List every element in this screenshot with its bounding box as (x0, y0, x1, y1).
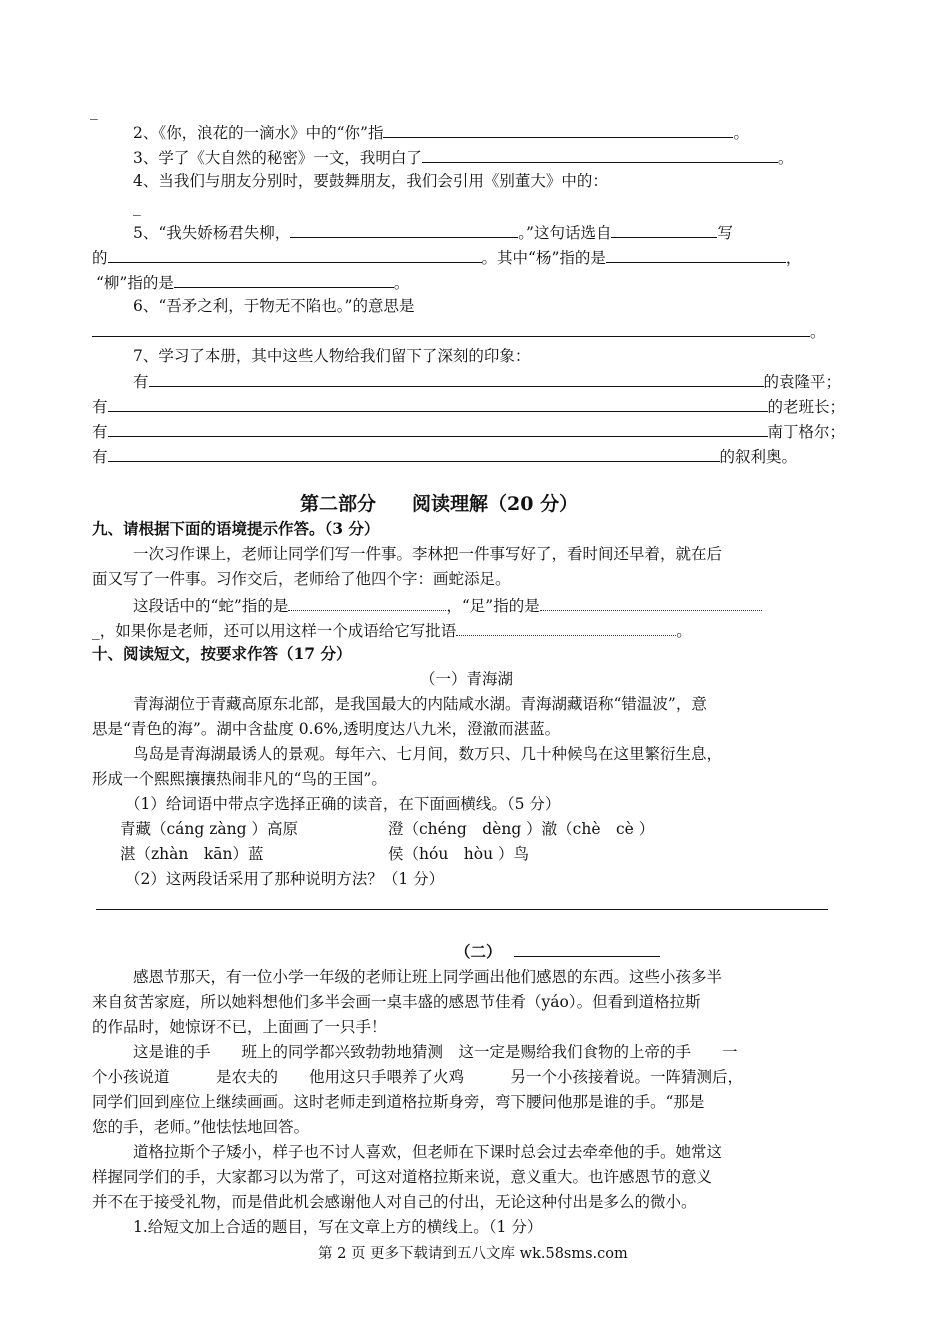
section-9-para: 面又写了一件事。习作交后，老师给了他四个字：画蛇添足。 (92, 570, 511, 588)
passage-2-text: 感恩节那天，有一位小学一年级的老师让班上同学画出他们感恩的东西。这些小孩多半 (133, 968, 723, 986)
answer-line[interactable] (290, 221, 518, 238)
title-answer-line[interactable] (514, 940, 660, 957)
passage-1-text: 思是“青色的海”。湖中含盐度 0.6%,透明度达八九米，澄澈而湛蓝。 (92, 720, 561, 738)
passage-2-text: 同学们回到座位上继续画画。这时老师走到道格拉斯身旁，弯下腰问他那是谁的手。“那是 (92, 1093, 705, 1111)
answer-line[interactable] (383, 121, 733, 138)
question-7-row-4: 有 的叙利奥。 (92, 445, 797, 468)
section-9-heading: 九、请根据下面的语境提示作答。（3 分） (92, 519, 380, 538)
answer-line[interactable] (456, 619, 676, 636)
part-2-title: 第二部分 阅读理解（20 分） (300, 493, 579, 515)
passage-2-text: 您的手，老师。”他怯怯地回答。 (92, 1118, 310, 1136)
question-6: 6、“吾矛之利，于物无不陷也。”的意思是 (133, 297, 415, 315)
answer-line[interactable] (92, 320, 810, 337)
answer-line[interactable] (174, 271, 394, 288)
passage-2-text: 个小孩说道 是农夫的 他用这只手喂养了火鸡 另一个小孩接着说。一阵猜测后， (92, 1068, 744, 1086)
passage-2-question-1: 1.给短文加上合适的题目，写在文章上方的横线上。（1 分） (133, 1218, 543, 1236)
passage-1-text: 青海湖位于青藏高原东北部，是我国最大的内陆咸水湖。青海湖藏语称“错温波”，意 (133, 695, 707, 713)
question-7: 7、学习了本册，其中这些人物给我们留下了深刻的印象： (133, 347, 531, 365)
question-5-line-2: 的 。其中“杨”指的是 ， (92, 246, 801, 269)
section-9-question: _，如果你是老师，还可以用这样一个成语给它写批语 。 (92, 619, 692, 642)
answer-line[interactable] (422, 146, 778, 163)
answer-line[interactable] (96, 909, 828, 910)
passage-1-text: 鸟岛是青海湖最诱人的景观。每年六、七月间，数万只、几十种候鸟在这里繁衍生息， (133, 745, 723, 763)
question-7-row-1: 有 的袁隆平； (133, 370, 841, 393)
question-5-line-3: “柳”指的是 。 (96, 271, 409, 294)
pinyin-choice[interactable]: 侯（hóu hòu ）鸟 (388, 845, 530, 863)
section-10-heading: 十、阅读短文，按要求作答（17 分） (92, 644, 352, 663)
blank-dash: _ (133, 198, 141, 216)
question-7-row-3: 有 南丁格尔； (92, 420, 845, 443)
question-6-answer: 。 (92, 320, 826, 343)
question-4: 4、当我们与朋友分别时，要鼓舞朋友，我们会引用《别董大》中的： (133, 172, 608, 190)
passage-2-text: 样握同学们的手，大家都习以为常了，可这对道格拉斯来说，意义重大。也许感恩节的意义 (92, 1168, 713, 1186)
passage-2-text: 这是谁的手 班上的同学都兴致勃勃地猜测 这一定是赐给我们食物的上帝的手 一 (133, 1043, 738, 1061)
passage-2-text: 道格拉斯个子矮小，样子也不讨人喜欢，但老师在下课时总会过去牵牵他的手。她常这 (133, 1143, 723, 1161)
answer-line[interactable] (611, 221, 717, 238)
answer-line[interactable] (108, 445, 720, 462)
passage-2-title: （二） (455, 940, 660, 963)
answer-line[interactable] (606, 246, 786, 263)
page-footer: 第 2 页 更多下载请到五八文库 wk.58sms.com (318, 1246, 628, 1262)
blank-dash: _ (90, 102, 98, 120)
passage-2-text: 来自贫苦家庭，所以她料想他们多半会画一桌丰盛的感恩节佳肴（yáo）。但看到道格拉斯 (92, 993, 701, 1011)
section-9-para: 一次习作课上，老师让同学们写一件事。李林把一件事写好了，看时间还早着，就在后 (133, 545, 723, 563)
pinyin-choice[interactable]: 澄（chéng dèng ）澈（chè cè ） (388, 820, 655, 838)
answer-line[interactable] (108, 420, 768, 437)
passage-1-title: （一）青海湖 (420, 670, 514, 688)
question-2: 2、《你，浪花的一滴水》中的“你”指 。 (133, 121, 749, 144)
question-5-line-1: 5、“我失娇杨君失柳， 。”这句话选自 写 (133, 221, 733, 244)
answer-line[interactable] (288, 594, 446, 611)
passage-1-text: 形成一个熙熙攘攘热闹非凡的“鸟的王国”。 (92, 770, 387, 788)
pinyin-choice[interactable]: 青藏（cáng zàng ）高原 (120, 820, 298, 838)
question-7-row-2: 有 的老班长； (92, 395, 845, 418)
passage-2-text: 的作品时，她惊讶不已，上面画了一只手！ (92, 1018, 387, 1036)
answer-line[interactable] (540, 594, 762, 611)
answer-line[interactable] (108, 246, 482, 263)
passage-1-question-2: （2）这两段话采用了那种说明方法？（1 分） (125, 870, 445, 888)
section-9-question: 这段话中的“蛇”指的是 ，“足”指的是 (133, 594, 762, 617)
passage-2-text: 并不在于接受礼物，而是借此机会感谢他人对自己的付出，无论这种付出是多么的微小。 (92, 1193, 697, 1211)
pinyin-choice[interactable]: 湛（zhàn kān）蓝 (120, 845, 264, 863)
question-3: 3、学了《大自然的秘密》一文，我明白了 。 (133, 146, 793, 169)
passage-1-question-1: （1）给词语中带点字选择正确的读音，在下面画横线。（5 分） (125, 795, 561, 813)
answer-line[interactable] (149, 370, 764, 387)
answer-line[interactable] (108, 395, 768, 412)
